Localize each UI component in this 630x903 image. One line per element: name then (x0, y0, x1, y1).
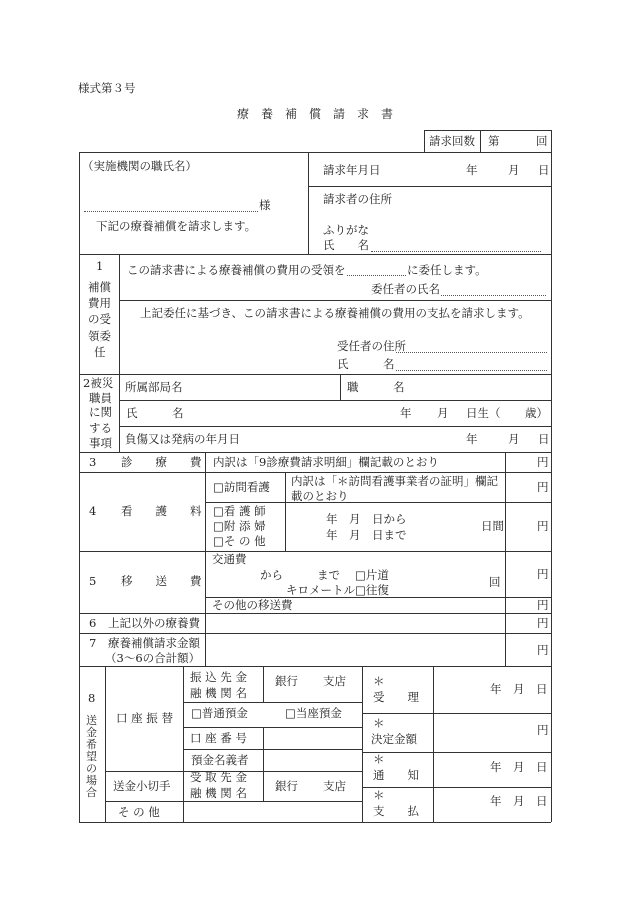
rule-line (183, 666, 184, 822)
notified-date: 年 月 日 (490, 760, 548, 774)
birth-day: 日生（ (466, 406, 501, 420)
delegation-label-line: 領委 (88, 329, 111, 343)
transport-times: 回 (489, 575, 501, 589)
delegate-fill-line (347, 275, 406, 276)
staff-name-label: 氏 名 (126, 406, 184, 420)
rule-line (105, 666, 106, 822)
rule-line (79, 551, 551, 552)
form-number: 様式第３号 (78, 81, 136, 95)
rule-line (424, 130, 425, 152)
claim-date-day: 日 (538, 163, 550, 177)
paid-date: 年 月 日 (490, 794, 548, 808)
staff-label-line: 事項 (89, 436, 112, 450)
rule-line (263, 727, 264, 801)
nurse-option: □附 添 婦 (213, 519, 266, 533)
staff-label-line: する (89, 421, 112, 435)
rule-line (79, 374, 551, 375)
transport-fee-label: 移 送 費 (121, 574, 202, 588)
transport-to: まで (317, 568, 340, 582)
transport-label: 交通費 (212, 552, 247, 566)
other-fee-unit: 円 (537, 616, 549, 630)
rule-line (79, 613, 551, 614)
delegate-name-fill-line (396, 370, 547, 371)
paid-label: 支 払 (373, 804, 419, 818)
notified-label: 通 知 (373, 768, 419, 782)
claimant-name-fill-line (371, 251, 541, 252)
rule-line (362, 713, 551, 714)
total-unit: 円 (537, 643, 549, 657)
delegation-number: 1 (96, 259, 104, 273)
medical-fee-label: 診 療 費 (121, 455, 202, 469)
round-trip-checkbox: □往復 (355, 583, 389, 597)
claim-count-suffix: 回 (536, 134, 548, 148)
claim-count-prefix: 第 (488, 134, 500, 148)
rule-line (480, 130, 481, 152)
institution-fill-line (84, 211, 258, 212)
other-fee-number: 6 (89, 616, 97, 630)
rule-line (551, 130, 552, 822)
injury-date-day: 日 (538, 432, 550, 446)
transfer-bank-label: 融 機 関 名 (190, 686, 247, 700)
delegation-label-line: 補償 (88, 280, 111, 294)
rule-line (362, 666, 363, 822)
period-from: 年 月 日から (326, 512, 407, 526)
nursing-fee-number: 4 (89, 504, 97, 518)
period-to: 年 月 日まで (326, 528, 407, 542)
rule-line (205, 502, 551, 503)
nursing-days: 日間 (481, 519, 504, 533)
delegator-name-fill-line (441, 295, 546, 296)
rule-line (79, 633, 551, 634)
one-way-checkbox: □片道 (355, 568, 389, 582)
rule-line (183, 727, 362, 728)
rule-line (79, 472, 551, 473)
rule-line (340, 374, 341, 400)
office-mark: ＊ (373, 716, 385, 730)
transport-fee-number: 5 (89, 574, 97, 588)
delegator-name-label: 委任者の氏名 (371, 282, 440, 296)
transfer-bank-suffix: 銀行 (275, 674, 298, 688)
bank-transfer-label: 口 座 振 替 (116, 711, 173, 725)
nursing-fee-label: 看 護 料 (121, 504, 202, 518)
rule-line (424, 130, 551, 131)
institution-label: （実施機関の職氏名） (82, 159, 197, 173)
birth-month: 月 (437, 406, 449, 420)
office-mark: ＊ (373, 752, 385, 766)
page-title: 療 養 補 償 請 求 書 (237, 107, 394, 121)
delegate-name-label: 氏 名 (337, 357, 395, 371)
rule-line (105, 801, 362, 802)
claim-date-month: 月 (508, 163, 520, 177)
total-note: （3〜6の合計額） (105, 651, 201, 665)
claim-date-label: 請求年月日 (323, 163, 381, 177)
delegation-label-line: 費用 (88, 296, 111, 310)
other-fee-label: 上記以外の療養費 (108, 616, 200, 630)
birth-year: 年 (400, 406, 412, 420)
rule-line (263, 666, 264, 702)
staff-label-line: に関 (89, 405, 112, 419)
delegation-label-line: 任 (94, 345, 106, 359)
check-bank-suffix: 銀行 (275, 779, 298, 793)
delegate-text: この請求書による療養補償の費用の受領を (127, 263, 346, 277)
account-holder-label: 預金名義者 (191, 753, 249, 767)
home-nursing-checkbox: □訪問看護 (213, 480, 270, 494)
check-bank-label: 受 取 先 金 (190, 770, 247, 784)
rule-line (183, 702, 362, 703)
medical-fee-number: 3 (89, 455, 97, 469)
nursing-unit: 円 (537, 519, 549, 533)
decided-amount-label: 決定金額 (371, 732, 417, 746)
rule-line (308, 152, 309, 254)
other-transport-label: その他の移送費 (212, 598, 293, 612)
ordinary-deposit-checkbox: □普通預金 (191, 706, 248, 720)
decided-amount-unit: 円 (537, 723, 549, 737)
request-text: 下記の療養補償を請求します。 (96, 219, 257, 233)
claim-date-year: 年 (466, 163, 478, 177)
remittance-label: 送金希望の場合 (86, 714, 97, 799)
checking-deposit-checkbox: □当座預金 (285, 706, 342, 720)
received-label: 受 理 (373, 690, 419, 704)
account-number-label: 口 座 番 号 (190, 731, 247, 745)
transport-unit: 円 (537, 567, 549, 581)
department-label: 所属部局名 (125, 380, 183, 394)
remittance-number: 8 (88, 691, 96, 705)
rule-line (362, 787, 551, 788)
delegate-address-label: 受任者の住所 (337, 339, 406, 353)
staff-label-line: 職員 (89, 391, 112, 405)
rule-line (362, 752, 551, 753)
honorific: 様 (259, 198, 271, 212)
delegate-address-fill-line (396, 352, 547, 353)
rule-line (79, 254, 551, 255)
position-label: 職 名 (347, 380, 405, 394)
rule-line (119, 300, 551, 301)
rule-line (285, 472, 286, 551)
other-transport-unit: 円 (537, 598, 549, 612)
claim-count-label: 請求回数 (429, 134, 475, 148)
claimant-name-label: 氏 名 (323, 238, 369, 252)
check-branch-suffix: 支店 (323, 779, 346, 793)
rule-line (119, 254, 120, 452)
rule-line (308, 186, 551, 187)
home-nursing-detail: 内訳は「＊訪問看護事業者の証明」欄記 (291, 474, 498, 488)
rule-line (119, 426, 551, 427)
transfer-bank-label: 振 込 先 金 (190, 670, 247, 684)
home-nursing-detail: 載のとおり (291, 489, 349, 503)
rule-line (79, 666, 551, 667)
medical-fee-detail: 内訳は「9診療費請求明細」欄記載のとおり (213, 455, 439, 469)
check-label: 送金小切手 (113, 779, 171, 793)
received-date: 年 月 日 (490, 682, 548, 696)
injury-date-label: 負傷又は発病の年月日 (125, 432, 240, 446)
delegate-suffix: に委任します。 (407, 263, 487, 277)
injury-date-year: 年 (466, 432, 478, 446)
rule-line (79, 822, 551, 823)
delegation-request-text: 上記委任に基づき、この請求書による療養補償の費用の支払を請求します。 (140, 306, 530, 320)
rule-line (119, 400, 551, 401)
rule-line (79, 152, 80, 822)
total-label: 療養補償請求金額 (108, 636, 200, 650)
rule-line (183, 749, 362, 750)
office-mark: ＊ (373, 674, 385, 688)
transfer-branch-suffix: 支店 (323, 674, 346, 688)
check-bank-label: 融 機 関 名 (190, 786, 247, 800)
nurse-option: □そ の 他 (213, 534, 266, 548)
total-number: 7 (89, 636, 97, 650)
km-label: キロメートル (286, 583, 355, 597)
age-label: 歳） (525, 406, 548, 420)
home-nursing-unit: 円 (537, 480, 549, 494)
office-mark: ＊ (373, 788, 385, 802)
furigana-label: ふりがな (323, 223, 369, 237)
rule-line (79, 452, 551, 453)
transport-from: から (260, 568, 283, 582)
delegation-label-line: の受 (88, 312, 111, 326)
staff-label-line: 2被災 (83, 376, 114, 390)
nurse-option: □看 護 師 (213, 504, 266, 518)
rule-line (79, 152, 551, 153)
injury-date-month: 月 (508, 432, 520, 446)
claimant-address-label: 請求者の住所 (323, 192, 392, 206)
rule-line (433, 666, 434, 822)
remittance-other-label: そ の 他 (118, 805, 160, 819)
medical-fee-unit: 円 (537, 455, 549, 469)
